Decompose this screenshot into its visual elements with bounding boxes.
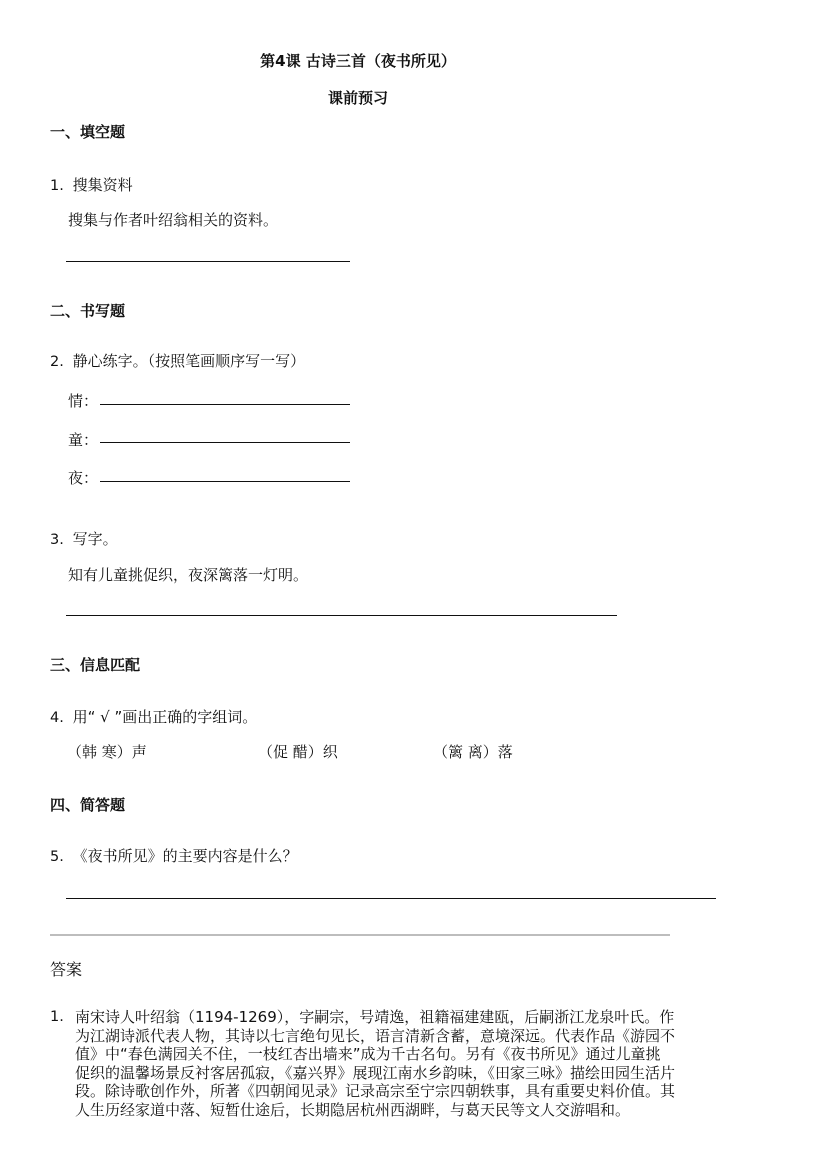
question-number: 2.	[50, 354, 64, 370]
question-2-title	[50, 350, 305, 371]
section-heading-writing: 二、书写题	[50, 302, 126, 320]
section-heading-fill-blank: 一、填空题	[50, 123, 126, 141]
char-label-qing: 情：	[68, 392, 99, 410]
section-heading-matching: 三、信息匹配	[50, 656, 141, 674]
practice-line-tong[interactable]	[100, 442, 350, 443]
answer-line-q3[interactable]	[66, 615, 617, 616]
question-1-title	[50, 174, 133, 195]
question-4-title	[50, 706, 257, 727]
question-1-prompt: 搜集与作者叶绍翁相关的资料。	[68, 211, 279, 229]
question-5-title	[50, 845, 298, 866]
question-3-prompt: 知有儿童挑促织，夜深篱落一灯明。	[68, 566, 309, 584]
option-han-han[interactable]: （韩 寒）声	[67, 743, 147, 761]
practice-line-qing[interactable]	[100, 404, 350, 405]
answers-heading: 答案	[50, 960, 83, 979]
char-label-tong: 童：	[68, 431, 99, 449]
answer-divider	[50, 934, 670, 936]
page-subtitle: 课前预习	[327, 89, 388, 107]
option-cu-cu[interactable]: （促 醋）织	[258, 743, 338, 761]
char-label-ye: 夜：	[68, 469, 99, 487]
question-text: 静心练字。（按照笔画顺序写一写）	[72, 352, 306, 370]
question-number: 1.	[50, 178, 64, 194]
question-text: 用“ √ ”画出正确的字组词。	[72, 708, 258, 726]
question-text: 《夜书所见》的主要内容是什么？	[72, 847, 298, 865]
option-li-li[interactable]: （篱 离）落	[433, 743, 513, 761]
question-number: 4.	[50, 710, 64, 726]
question-number: 5.	[50, 849, 64, 865]
answer-1-text: 南宋诗人叶绍翁（1194-1269），字嗣宗，号靖逸，祖籍福建建瓯，后嗣浙江龙泉叶氏。作为江湖诗派代表人物，其诗以七言绝句见长，语言清新含蓄，意境深远。代表作品《游园不值》中“春色满园关不住，一枝红杏出墙来”成为千古名句。另有《夜书所见》通过儿童挑促织的温馨场景反衬客居孤寂，《嘉兴界》展现江南水乡韵味，《田家三咏》描绘田园生活片段。除诗歌创作外，所著《四朝闻见录》记录高宗至宁宗四朝轶事，具有重要史料价值。其人生历经家道中落、短暂仕途后，长期隐居杭州西湖畔，与葛天民等文人交游唱和。	[75, 1008, 676, 1119]
question-text: 搜集资料	[72, 176, 133, 194]
answer-line-q5[interactable]	[66, 898, 716, 899]
page-title: 第4课 古诗三首（夜书所见）	[260, 52, 456, 70]
practice-line-ye[interactable]	[100, 481, 350, 482]
question-number: 3.	[50, 532, 64, 548]
question-text: 写字。	[72, 530, 118, 548]
answer-line-q1[interactable]	[66, 261, 350, 262]
section-heading-short-answer: 四、简答题	[50, 796, 126, 814]
answer-1-number: 1.	[50, 1009, 64, 1025]
question-3-title	[50, 528, 118, 549]
